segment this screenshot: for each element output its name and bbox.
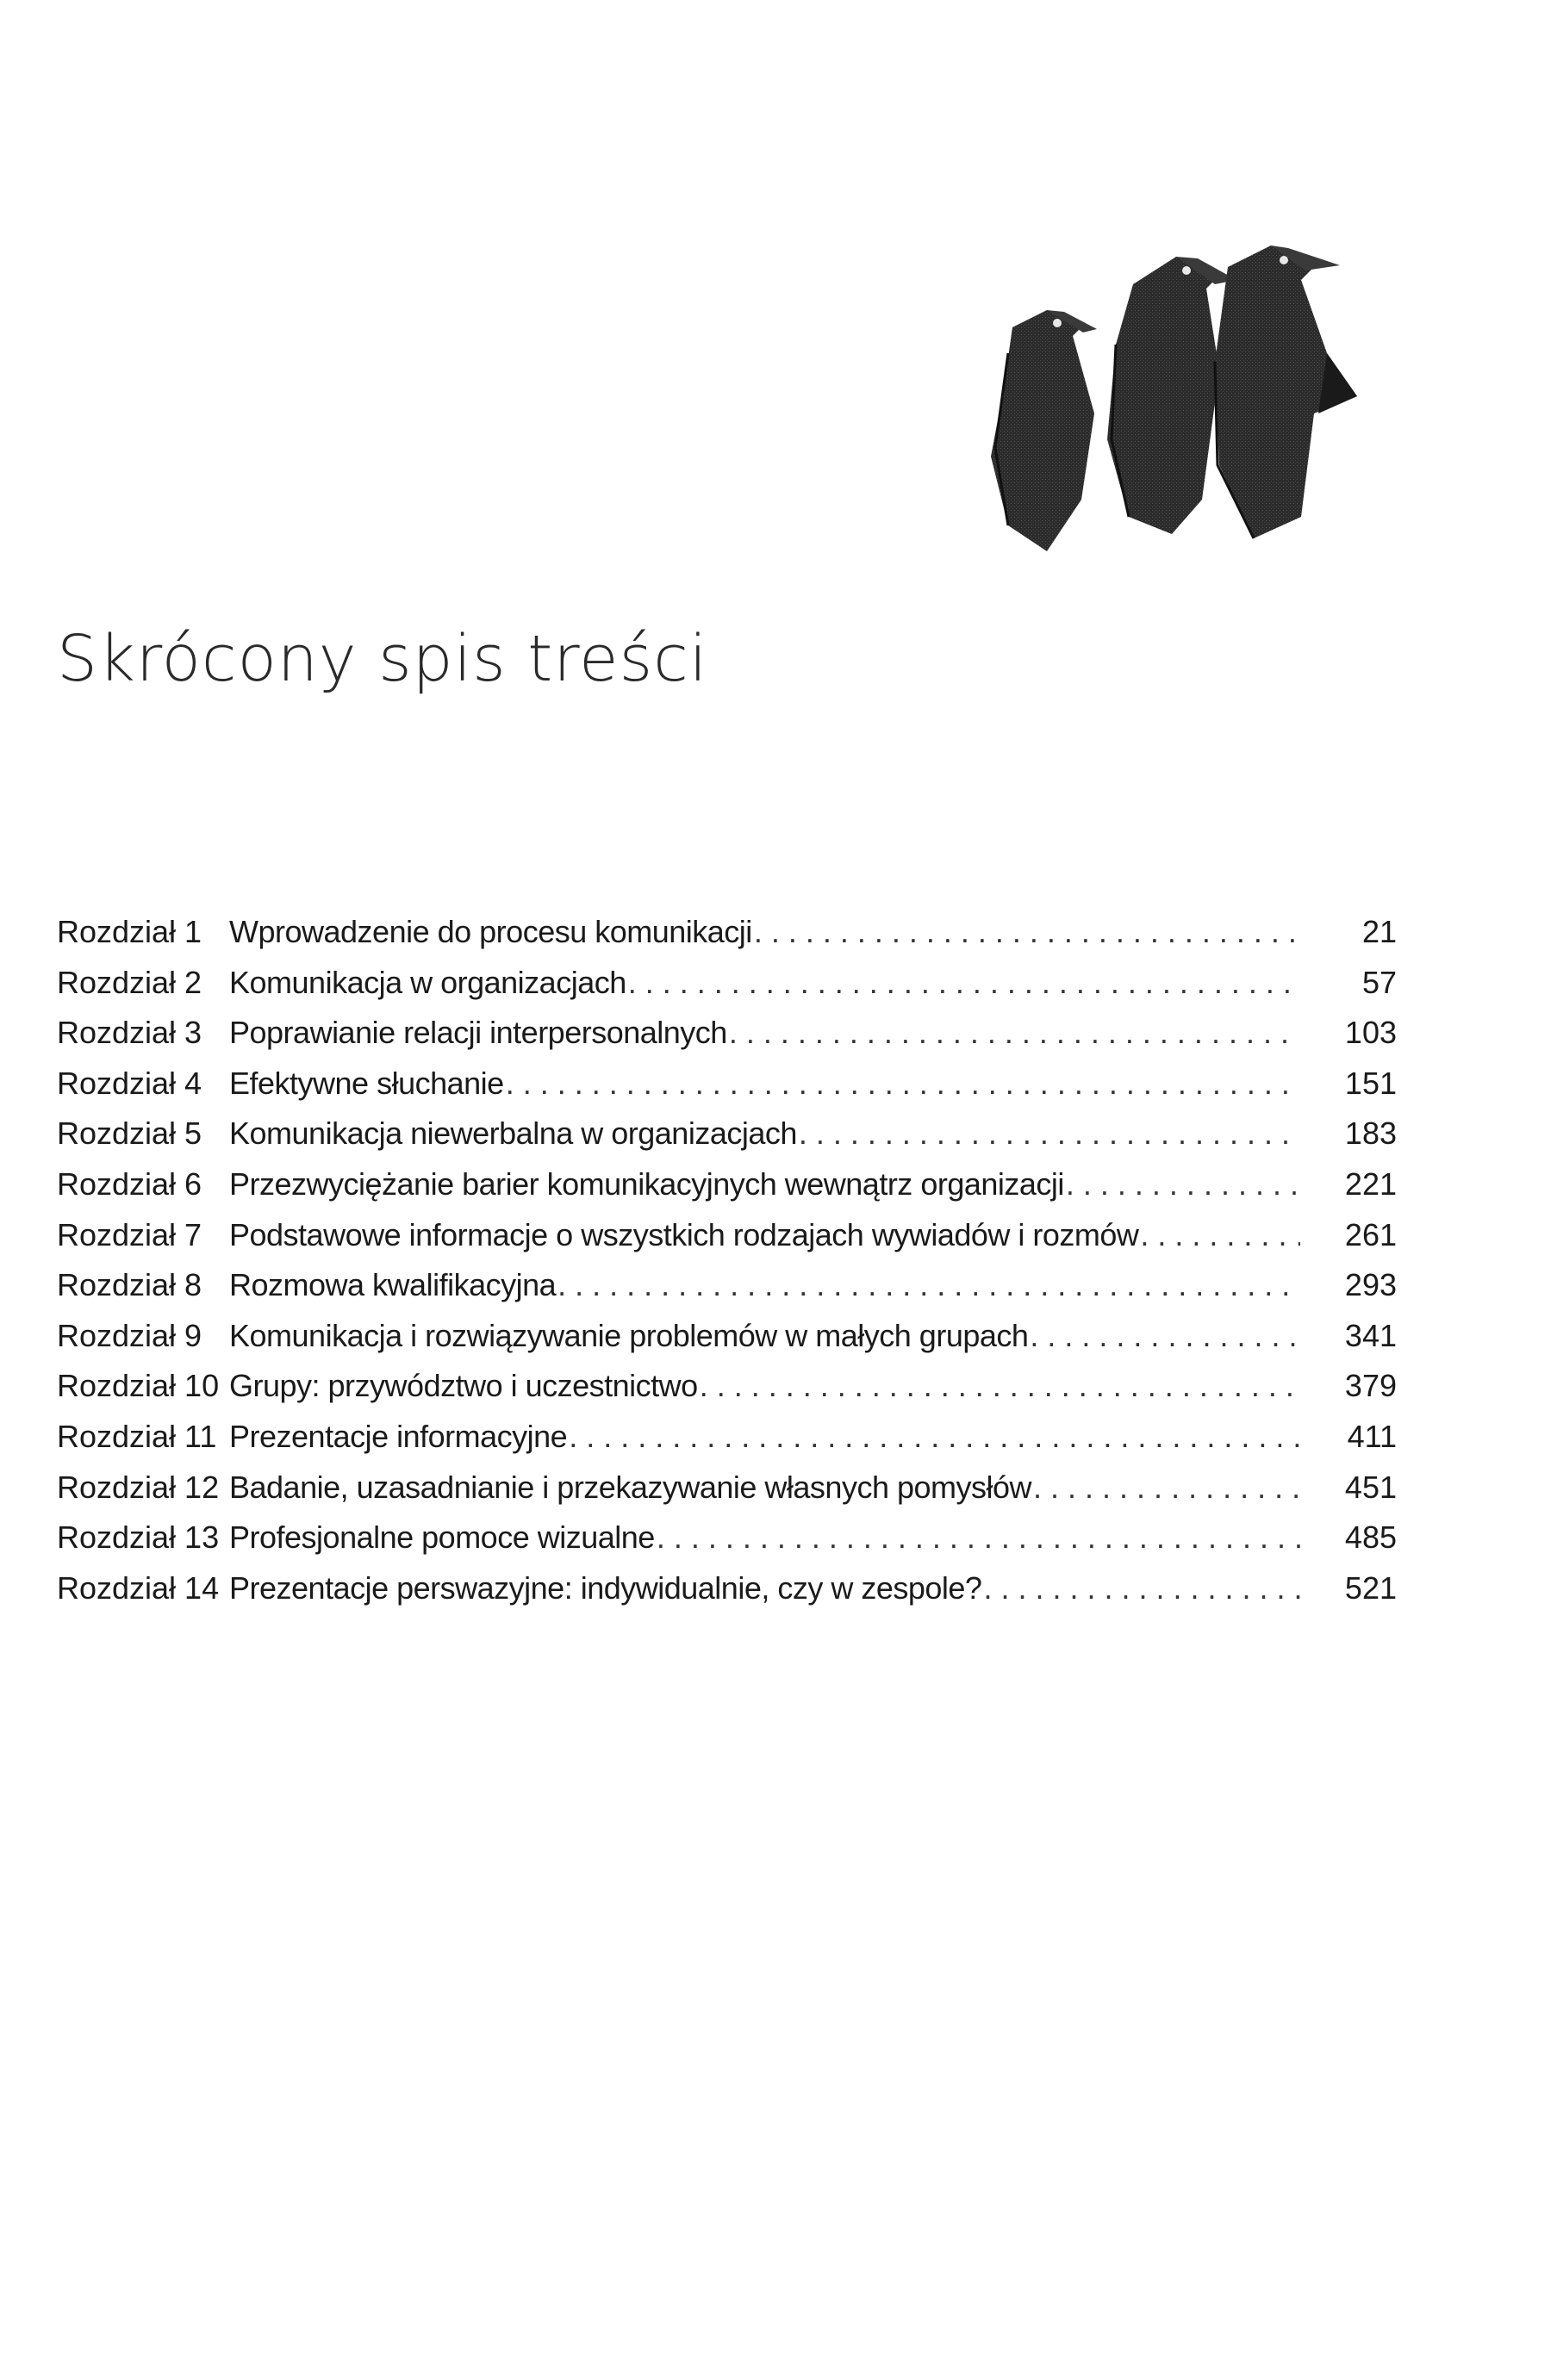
page-number: 379	[1344, 1368, 1397, 1404]
page-number: 21	[1361, 914, 1397, 949]
chapter-label: Rozdział 10	[57, 1368, 220, 1404]
chapter-label: Rozdział 13	[57, 1519, 220, 1556]
dot-leader	[1030, 1318, 1300, 1354]
toc-entry	[57, 1217, 1397, 1268]
origami-penguins-icon	[987, 241, 1392, 560]
toc-entry	[57, 1166, 1397, 1217]
toc-entry	[57, 965, 1397, 1016]
toc-entry	[57, 1115, 1397, 1166]
chapter-title: Komunikacja w organizacjach	[229, 964, 626, 1000]
page-number: 261	[1344, 1216, 1397, 1252]
dot-leader	[1033, 1470, 1300, 1506]
toc-entry	[57, 1519, 1397, 1570]
chapter-title: Prezentacje perswazyjne: indywidualnie, czy w zespole?	[229, 1569, 982, 1606]
dot-leader	[729, 1015, 1300, 1051]
dot-leader	[1066, 1166, 1300, 1202]
page-number: 341	[1344, 1317, 1397, 1353]
dot-leader	[657, 1519, 1300, 1556]
page-number: 151	[1344, 1065, 1397, 1101]
chapter-label: Rozdział 6	[57, 1165, 202, 1202]
page-number: 485	[1344, 1519, 1397, 1556]
chapter-title: Komunikacja i rozwiązywanie problemów w małych grupach	[229, 1317, 1029, 1353]
dot-leader	[628, 965, 1300, 1001]
chapter-label: Rozdział 5	[57, 1115, 202, 1152]
chapter-title: Przezwyciężanie barier komunikacyjnych wewnątrz organizacji	[229, 1165, 1064, 1202]
toc-entry	[57, 914, 1397, 965]
chapter-label: Rozdział 12	[57, 1469, 220, 1505]
chapter-title: Rozmowa kwalifikacyjna	[229, 1267, 557, 1303]
toc-entry	[57, 1318, 1397, 1369]
chapter-label: Rozdział 9	[57, 1317, 202, 1353]
chapter-title: Badanie, uzasadnianie i przekazywanie własnych pomysłów	[229, 1469, 1032, 1505]
page-number: 521	[1344, 1569, 1397, 1606]
dot-leader	[983, 1570, 1300, 1606]
chapter-title: Prezentacje informacyjne	[229, 1418, 568, 1454]
page-number: 221	[1344, 1165, 1397, 1202]
toc-entry	[57, 1066, 1397, 1116]
dot-leader	[700, 1368, 1300, 1404]
chapter-title: Poprawianie relacji interpersonalnych	[229, 1015, 727, 1051]
toc-entry	[57, 1470, 1397, 1520]
dot-leader	[754, 914, 1300, 950]
dot-leader	[569, 1419, 1300, 1455]
toc-entry	[57, 1570, 1397, 1621]
chapter-label: Rozdział 7	[57, 1216, 202, 1252]
chapter-label: Rozdział 3	[57, 1015, 202, 1051]
chapter-label: Rozdział 1	[57, 914, 202, 949]
dot-leader	[1140, 1217, 1300, 1253]
chapter-title: Podstawowe informacje o wszystkich rodzajach wywiadów i rozmów	[229, 1216, 1139, 1252]
toc-entry	[57, 1419, 1397, 1470]
dot-leader	[506, 1066, 1300, 1102]
chapter-title: Grupy: przywództwo i uczestnictwo	[229, 1368, 698, 1404]
dot-leader	[557, 1267, 1300, 1303]
page-number: 103	[1344, 1015, 1397, 1051]
page-title: Skrócony spis treści	[57, 622, 708, 696]
chapter-label: Rozdział 4	[57, 1065, 202, 1101]
chapter-title: Komunikacja niewerbalna w organizacjach	[229, 1115, 797, 1152]
toc-entry	[57, 1368, 1397, 1419]
chapter-label: Rozdział 2	[57, 964, 202, 1000]
chapter-label: Rozdział 11	[57, 1418, 217, 1454]
page-number: 57	[1361, 964, 1397, 1000]
toc-entry	[57, 1015, 1397, 1066]
toc-entry	[57, 1267, 1397, 1318]
page-number: 411	[1347, 1418, 1397, 1454]
chapter-title: Efektywne słuchanie	[229, 1065, 504, 1101]
page-number: 183	[1344, 1115, 1397, 1152]
chapter-label: Rozdział 8	[57, 1267, 202, 1303]
chapter-title: Profesjonalne pomoce wizualne	[229, 1519, 655, 1556]
chapter-label: Rozdział 14	[57, 1569, 220, 1606]
dot-leader	[799, 1115, 1300, 1152]
chapter-title: Wprowadzenie do procesu komunikacji	[229, 914, 752, 949]
page-number: 451	[1344, 1469, 1397, 1505]
table-of-contents	[57, 914, 1397, 1620]
page-number: 293	[1344, 1267, 1397, 1303]
